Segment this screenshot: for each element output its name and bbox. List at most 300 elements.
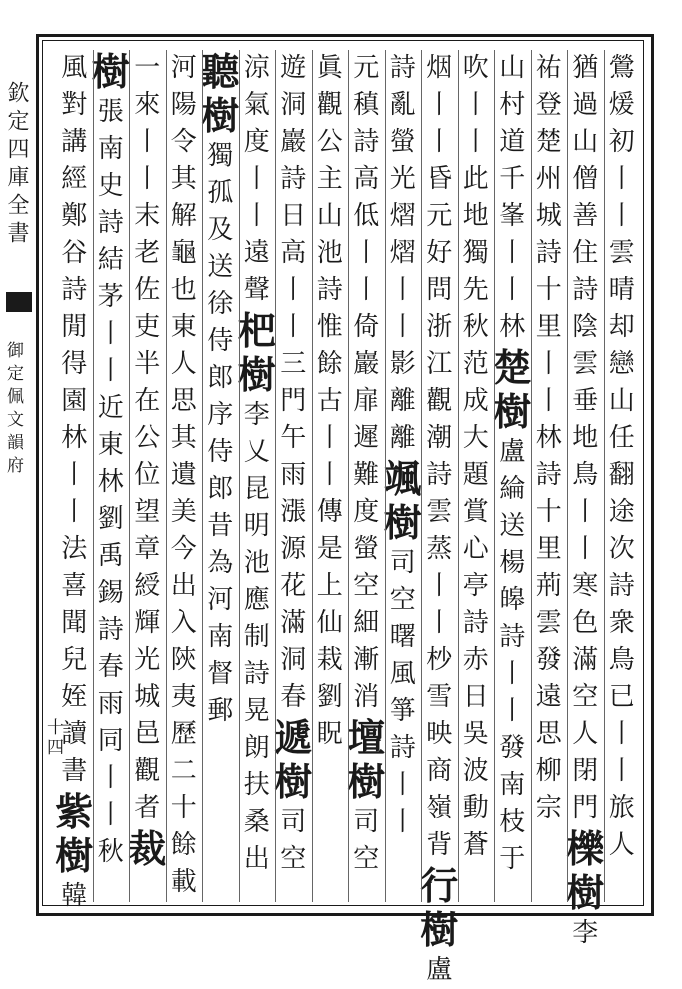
glyph: 初 [608,127,635,157]
glyph: 遊 [280,53,307,83]
glyph: 栽 [316,645,343,675]
headword-glyph: 樹 [55,833,94,878]
glyph: 獨 [207,141,234,171]
glyph: 宗 [535,793,562,823]
glyph: 丨 [499,238,526,268]
glyph: 丨 [134,164,161,194]
glyph: 大 [462,423,489,453]
glyph: 心 [462,534,489,564]
glyph: 丨 [426,571,453,601]
glyph: 雲 [572,349,599,379]
glyph: 雲 [535,608,562,638]
glyph: 柳 [535,756,562,786]
glyph: 丨 [535,349,562,379]
headword-glyph: 颯 [383,456,422,501]
headword-glyph: 櫟 [566,826,605,871]
glyph: 空 [280,844,307,874]
glyph: 人 [170,349,197,379]
glyph: 司 [353,807,380,837]
glyph: 光 [389,164,416,194]
glyph: 南 [97,134,124,164]
glyph: 里 [535,312,562,342]
glyph: 昆 [243,474,270,504]
headword-glyph: 楚 [493,345,532,390]
headword-glyph: 樹 [201,93,240,138]
glyph: 僧 [572,164,599,194]
glyph: 丨 [572,497,599,527]
glyph: 吳 [462,719,489,749]
glyph: 雪 [426,682,453,712]
glyph: 風 [61,53,88,83]
headword-glyph: 行 [420,863,459,908]
glyph: 遺 [170,460,197,490]
glyph: 丨 [97,800,124,830]
headword-glyph: 樹 [274,759,313,804]
glyph: 制 [243,622,270,652]
glyph: 曙 [389,622,416,652]
glyph: 惟 [316,312,343,342]
glyph: 陰 [572,312,599,342]
glyph: 送 [499,511,526,541]
glyph: 煖 [608,90,635,120]
text-column [93,50,131,902]
glyph: 鳥 [572,460,599,490]
glyph: 丨 [499,659,526,689]
glyph: 序 [207,400,234,430]
text-column [566,50,605,948]
glyph: 也 [170,275,197,305]
headword-glyph: 樹 [566,870,605,915]
glyph: 吹 [462,53,489,83]
glyph: 遠 [535,682,562,712]
glyph: 林 [97,467,124,497]
glyph: 動 [462,793,489,823]
glyph: 二 [170,756,197,786]
glyph: 山 [499,53,526,83]
text-column [385,50,423,902]
glyph: 寒 [572,571,599,601]
glyph: 丨 [316,460,343,490]
glyph: 龜 [170,238,197,268]
glyph: 丨 [389,770,416,800]
glyph: 丨 [243,164,270,194]
glyph: 却 [608,312,635,342]
glyph: 侍 [207,437,234,467]
glyph: 聲 [243,275,270,305]
glyph: 詩 [426,460,453,490]
glyph: 旅 [608,793,635,823]
glyph: 谷 [61,238,88,268]
glyph: 州 [535,164,562,194]
glyph: 日 [280,201,307,231]
glyph: 潮 [426,423,453,453]
glyph: 綬 [134,571,161,601]
glyph: 丨 [280,312,307,342]
text-column [458,50,496,902]
glyph: 門 [280,386,307,416]
glyph: 河 [170,53,197,83]
glyph: 滿 [572,645,599,675]
glyph: 離 [389,386,416,416]
glyph: 登 [535,90,562,120]
glyph: 古 [316,386,343,416]
glyph: 秋 [462,312,489,342]
glyph: 亂 [389,90,416,120]
glyph: 度 [353,497,380,527]
glyph: 閒 [61,312,88,342]
margin-top-label [2,40,34,290]
glyph: 近 [97,393,124,423]
glyph: 邑 [134,719,161,749]
glyph: 聞 [61,608,88,638]
glyph: 丨 [97,763,124,793]
glyph: 經 [61,164,88,194]
glyph: 十 [170,793,197,823]
glyph: 江 [426,349,453,379]
glyph: 十 [535,497,562,527]
glyph: 公 [134,423,161,453]
glyph: 來 [134,90,161,120]
glyph: 稹 [353,90,380,120]
glyph: 楚 [535,127,562,157]
glyph: 林 [535,423,562,453]
headword-glyph: 遞 [274,715,313,760]
glyph: 詩 [316,275,343,305]
glyph: 朗 [243,733,270,763]
glyph: 任 [608,423,635,453]
glyph: 范 [462,349,489,379]
glyph: 令 [170,127,197,157]
glyph: 丨 [535,386,562,416]
glyph: 螢 [353,534,380,564]
headword-glyph: 壇 [347,715,386,760]
glyph: 山 [608,386,635,416]
glyph: 司 [280,807,307,837]
glyph: 此 [462,164,489,194]
glyph: 遠 [243,238,270,268]
glyph: 結 [97,245,124,275]
glyph: 光 [134,645,161,675]
text-column [348,50,386,902]
glyph: 十 [535,275,562,305]
glyph: 詩 [97,615,124,645]
glyph: 離 [389,423,416,453]
glyph: 蒼 [462,830,489,860]
glyph: 閉 [572,756,599,786]
glyph: 題 [462,460,489,490]
glyph: 影 [389,349,416,379]
glyph: 枝 [499,807,526,837]
glyph: 空 [389,585,416,615]
glyph: 傳 [316,497,343,527]
glyph: 度 [243,127,270,157]
glyph: 丨 [280,275,307,305]
glyph: 浙 [426,312,453,342]
glyph: 夷 [170,682,197,712]
glyph: 元 [426,201,453,231]
glyph: 喜 [61,571,88,601]
glyph: 陝 [170,645,197,675]
glyph: 背 [426,830,453,860]
glyph: 乂 [243,437,270,467]
glyph: 丨 [353,275,380,305]
glyph: 地 [462,201,489,231]
glyph: 鳥 [608,645,635,675]
headword-glyph: 樹 [420,907,459,952]
glyph: 東 [170,312,197,342]
glyph: 孤 [207,178,234,208]
glyph: 丨 [499,696,526,726]
glyph: 衆 [608,608,635,638]
glyph: 司 [389,548,416,578]
glyph: 倚 [353,312,380,342]
glyph: 門 [572,793,599,823]
glyph: 詩 [499,622,526,652]
glyph: 主 [316,164,343,194]
glyph: 吏 [134,312,161,342]
headword-glyph: 聽 [201,49,240,94]
glyph: 先 [462,275,489,305]
glyph: 丨 [426,127,453,157]
glyph: 次 [608,534,635,564]
glyph: 鶯 [608,53,635,83]
glyph: 郵 [207,696,234,726]
glyph: 遲 [353,423,380,453]
glyph: 佐 [134,275,161,305]
glyph: 住 [572,238,599,268]
glyph: 善 [572,201,599,231]
glyph: 徐 [207,289,234,319]
glyph: 丨 [97,319,124,349]
glyph: 詩 [61,275,88,305]
glyph: 詩 [389,733,416,763]
headword-glyph: 裁 [128,826,167,871]
glyph: 村 [499,90,526,120]
glyph: 在 [134,386,161,416]
glyph: 兒 [61,645,88,675]
glyph: 垂 [572,386,599,416]
glyph: 高 [353,164,380,194]
glyph: 張 [97,97,124,127]
glyph: 詩 [535,460,562,490]
headword-glyph: 樹 [493,389,532,434]
glyph: 眞 [316,53,343,83]
glyph: 詩 [389,53,416,83]
glyph: 色 [572,608,599,638]
glyph: 南 [207,622,234,652]
glyph: 箏 [389,696,416,726]
glyph: 郎 [207,474,234,504]
glyph: 晃 [243,696,270,726]
text-column [239,50,277,902]
margin-bottom-label [2,300,34,520]
glyph: 晴 [608,275,635,305]
glyph: 觀 [134,756,161,786]
glyph: 城 [134,682,161,712]
glyph: 詩 [572,275,599,305]
glyph: 陽 [170,90,197,120]
glyph: 思 [535,719,562,749]
glyph: 眖 [316,719,343,749]
glyph: 南 [499,770,526,800]
glyph: 過 [572,90,599,120]
glyph: 思 [170,386,197,416]
glyph: 千 [499,164,526,194]
glyph: 丨 [353,238,380,268]
glyph: 氣 [243,90,270,120]
glyph: 丨 [389,275,416,305]
glyph: 昏 [426,164,453,194]
glyph: 難 [353,460,380,490]
glyph: 丨 [389,312,416,342]
glyph: 丨 [608,164,635,194]
glyph: 消 [353,682,380,712]
glyph: 詩 [535,238,562,268]
glyph: 姪 [61,682,88,712]
glyph: 商 [426,756,453,786]
glyph: 入 [170,608,197,638]
glyph: 戀 [608,349,635,379]
glyph: 細 [353,608,380,638]
glyph: 熠 [389,238,416,268]
text-column [420,50,459,985]
glyph: 赤 [462,645,489,675]
glyph: 花 [280,571,307,601]
glyph: 河 [207,585,234,615]
text-column [494,50,532,902]
glyph: 雲 [608,238,635,268]
glyph: 丨 [462,127,489,157]
glyph: 史 [97,171,124,201]
glyph: 好 [426,238,453,268]
text-column [604,50,641,902]
glyph: 詩 [97,208,124,238]
glyph: 扶 [243,770,270,800]
glyph: 問 [426,275,453,305]
glyph: 督 [207,659,234,689]
glyph: 源 [280,534,307,564]
glyph: 涼 [243,53,270,83]
glyph: 巖 [353,349,380,379]
glyph: 洞 [280,645,307,675]
text-column [166,50,204,902]
headword-glyph: 杷 [237,308,276,353]
glyph: 仙 [316,608,343,638]
glyph: 洞 [280,90,307,120]
glyph: 者 [134,793,161,823]
glyph: 書 [61,756,88,786]
glyph: 劉 [316,682,343,712]
glyph: 峯 [499,201,526,231]
glyph: 餘 [170,830,197,860]
glyph: 猶 [572,53,599,83]
glyph: 映 [426,719,453,749]
glyph: 位 [134,460,161,490]
glyph: 老 [134,238,161,268]
glyph: 里 [535,534,562,564]
glyph: 美 [170,497,197,527]
glyph: 亭 [462,571,489,601]
glyph: 公 [316,127,343,157]
glyph: 丨 [608,201,635,231]
glyph: 盧 [499,437,526,467]
glyph: 其 [170,164,197,194]
text-column [531,50,569,902]
headword-glyph: 樹 [237,352,276,397]
glyph: 祐 [535,53,562,83]
glyph: 一 [134,53,161,83]
glyph: 得 [61,349,88,379]
glyph: 城 [535,201,562,231]
glyph: 雲 [426,497,453,527]
glyph: 獨 [462,238,489,268]
glyph: 已 [608,682,635,712]
glyph: 昔 [207,511,234,541]
glyph: 熠 [389,201,416,231]
glyph: 蒸 [426,534,453,564]
glyph: 綸 [499,474,526,504]
glyph: 丨 [426,608,453,638]
glyph: 丨 [462,90,489,120]
text-column [275,50,313,902]
glyph: 日 [462,682,489,712]
glyph: 今 [170,534,197,564]
glyph: 講 [61,127,88,157]
glyph: 其 [170,423,197,453]
glyph: 對 [61,90,88,120]
glyph: 侍 [207,326,234,356]
glyph: 午 [280,423,307,453]
glyph: 詩 [608,571,635,601]
glyph: 烟 [426,53,453,83]
glyph: 扉 [353,386,380,416]
glyph: 觀 [316,90,343,120]
glyph: 為 [207,548,234,578]
glyph: 丨 [389,807,416,837]
glyph: 鄭 [61,201,88,231]
glyph: 讀 [61,719,88,749]
glyph: 丨 [61,460,88,490]
glyph: 池 [316,238,343,268]
glyph: 巖 [280,127,307,157]
glyph: 丨 [97,356,124,386]
glyph: 雨 [280,460,307,490]
glyph: 是 [316,534,343,564]
glyph: 觀 [426,386,453,416]
glyph: 同 [97,726,124,756]
glyph: 林 [61,423,88,453]
glyph: 三 [280,349,307,379]
glyph: 詩 [462,608,489,638]
glyph: 載 [170,867,197,897]
glyph: 漲 [280,497,307,527]
glyph: 高 [280,238,307,268]
glyph: 末 [134,201,161,231]
glyph: 風 [389,659,416,689]
glyph: 出 [170,571,197,601]
glyph: 解 [170,201,197,231]
glyph: 詩 [280,164,307,194]
headword-glyph: 樹 [383,500,422,545]
glyph: 輝 [134,608,161,638]
page-number-text: 十四 [47,718,63,758]
margin-bottom-text: 御定佩文韻府 [3,341,23,479]
glyph: 桑 [243,807,270,837]
glyph: 途 [608,497,635,527]
glyph: 元 [353,53,380,83]
glyph: 低 [353,201,380,231]
glyph: 翻 [608,460,635,490]
